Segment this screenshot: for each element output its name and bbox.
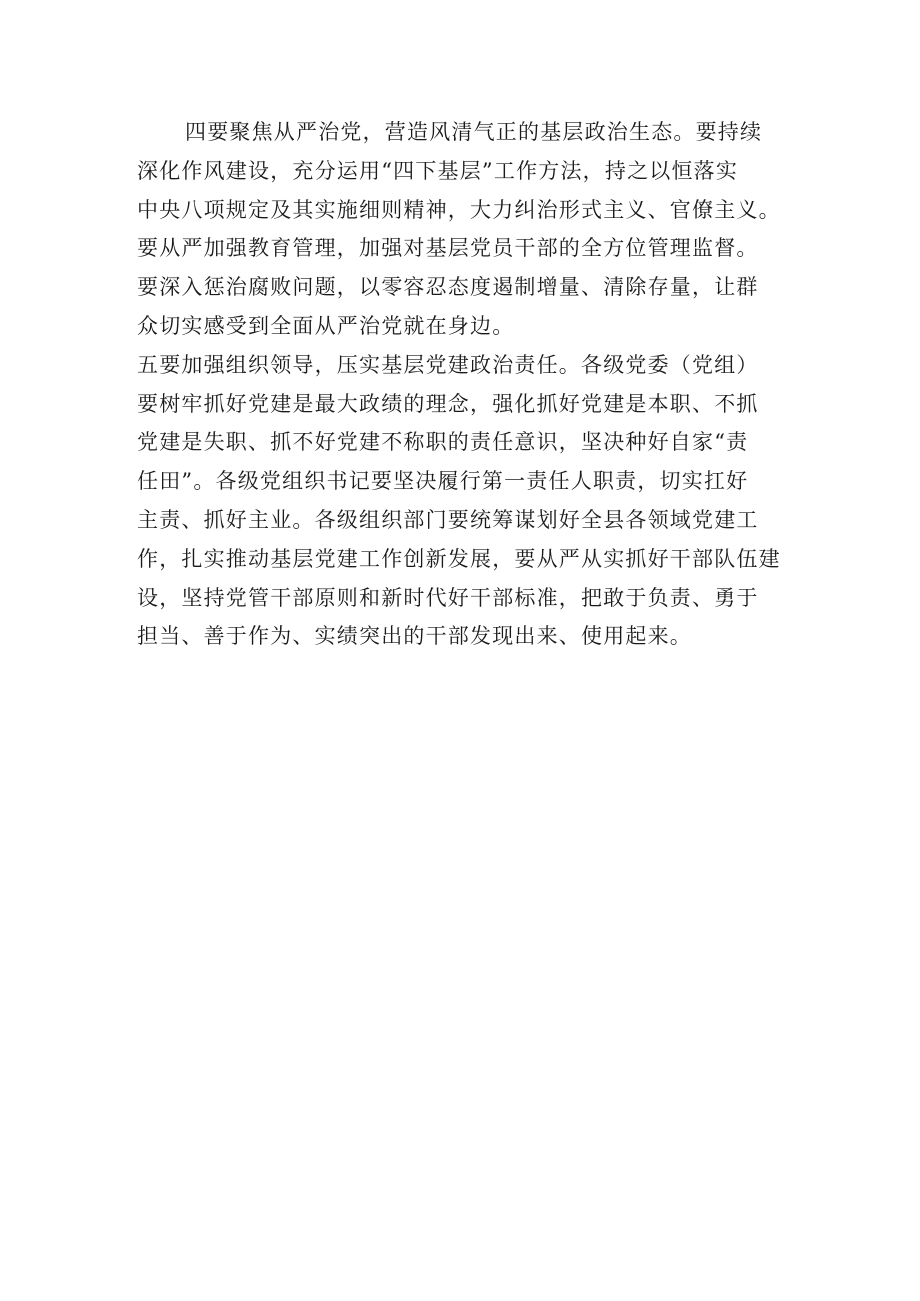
paragraph-five bbox=[137, 346, 797, 656]
paragraph-line: 担当、善于作为、实绩突出的干部发现出来、使用起来。 bbox=[137, 624, 692, 649]
paragraph-line: 要从严加强教育管理，加强对基层党员干部的全方位管理监督。 bbox=[137, 236, 759, 261]
paragraph-line: 四要聚焦从严治党，营造风清气正的基层政治生态。要持续 bbox=[185, 120, 763, 144]
paragraph-line: 深化作风建设，充分运用“四下基层”工作方法，持之以恒落实 bbox=[137, 158, 739, 183]
paragraph-line: 任田”。各级党组织书记要坚决履行第一责任人职责，切实扛好 bbox=[137, 469, 749, 494]
document-body bbox=[137, 113, 797, 656]
paragraph-line: 要树牢抓好党建是最大政绩的理念，强化抓好党建是本职、不抓 bbox=[137, 391, 759, 416]
paragraph-line: 中央八项规定及其实施细则精神，大力纠治形式主义、官僚主义。 bbox=[137, 197, 781, 222]
paragraph-four bbox=[137, 113, 797, 346]
paragraph-line: 党建是失职、抓不好党建不称职的责任意识，坚决种好自家“责 bbox=[137, 430, 749, 455]
paragraph-line: 要深入惩治腐败问题，以零容忍态度遏制增量、清除存量，让群 bbox=[137, 275, 759, 300]
paragraph-line: 作，扎实推动基层党建工作创新发展，要从严从实抓好干部队伍建 bbox=[137, 546, 781, 571]
paragraph-line: 五要加强组织领导，压实基层党建政治责任。各级党委（党组） bbox=[137, 352, 759, 377]
paragraph-line: 主责、抓好主业。各级组织部门要统筹谋划好全县各领域党建工 bbox=[137, 507, 759, 532]
paragraph-line: 设，坚持党管干部原则和新时代好干部标准，把敢于负责、勇于 bbox=[137, 585, 759, 610]
paragraph-line: 众切实感受到全面从严治党就在身边。 bbox=[137, 313, 515, 338]
